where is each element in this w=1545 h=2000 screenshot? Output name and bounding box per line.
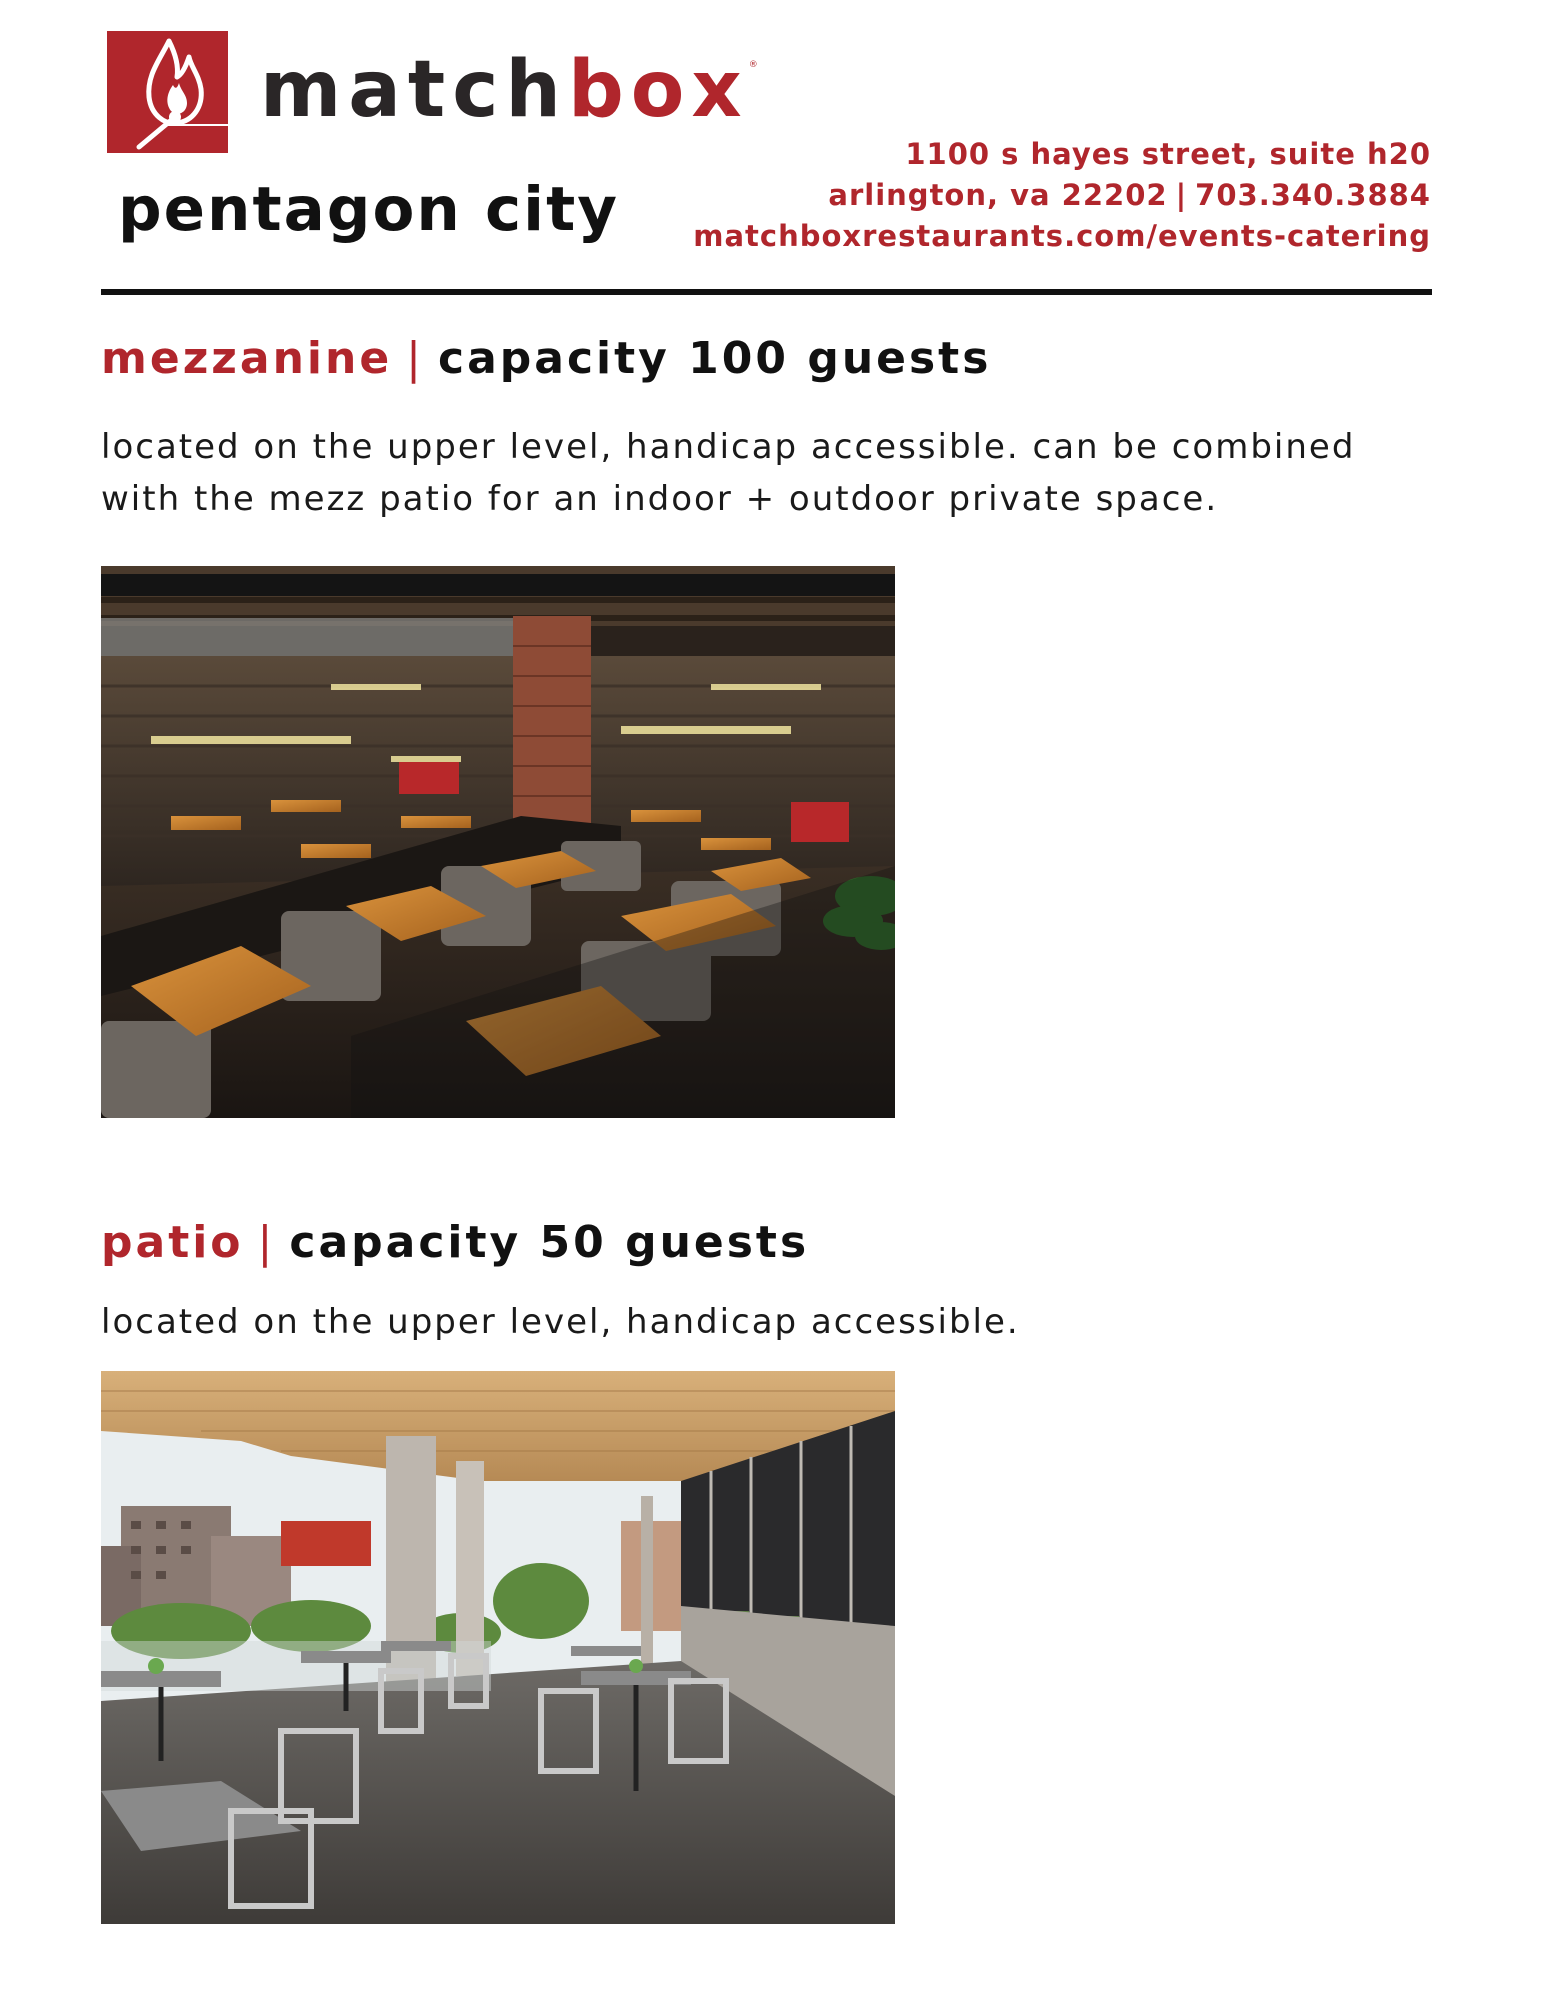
heading-separator: | [257, 1217, 276, 1268]
interior-illustration-icon [101, 566, 895, 1118]
description-line: with the mezz patio for an indoor + outdoor private space. [101, 479, 1219, 519]
outdoor-patio-photo [101, 1371, 895, 1924]
restaurant-interior-photo [101, 566, 895, 1118]
mezzanine-heading [101, 335, 991, 383]
header-divider [101, 289, 1432, 295]
patio-description [101, 1296, 1501, 1348]
patio-heading [101, 1219, 809, 1267]
address-line: 1100 s hayes street, suite h20 [905, 137, 1431, 171]
contact-block [693, 134, 1431, 257]
website-link[interactable]: matchboxrestaurants.com/events-catering [693, 219, 1431, 253]
mezzanine-description [101, 421, 1501, 525]
description-line: located on the upper level, handicap accessible. [101, 1302, 1020, 1342]
city-phone-line [693, 175, 1431, 216]
heading-separator: | [406, 333, 424, 384]
room-name: mezzanine [101, 333, 393, 384]
matchbox-wordmark [260, 45, 758, 135]
location-title: pentagon city [118, 174, 620, 245]
wordmark-box: box [567, 45, 749, 135]
patio-illustration-icon [101, 1371, 895, 1924]
description-line: located on the upper level, handicap accessible. can be combined [101, 427, 1356, 467]
matchbox-flame-icon [107, 31, 228, 153]
trademark-symbol: ® [748, 60, 758, 70]
wordmark-match: match [260, 45, 568, 135]
contact-separator: | [1175, 178, 1188, 212]
capacity-text: capacity 50 guests [289, 1217, 810, 1268]
city-text: arlington, va 22202 [828, 178, 1168, 212]
capacity-text: capacity 100 guests [438, 333, 992, 384]
room-name: patio [101, 1217, 244, 1268]
phone-link[interactable]: 703.340.3884 [1195, 178, 1431, 212]
matchbox-logo [107, 31, 758, 153]
